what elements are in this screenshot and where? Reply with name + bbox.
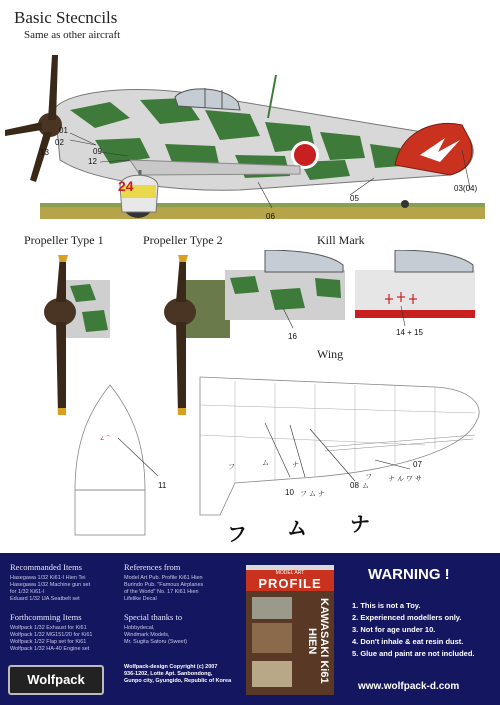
wing-stencil-1: フ <box>228 464 235 471</box>
propeller-type-2-label: Propeller Type 2 <box>143 233 223 247</box>
wing-stencil-2: ム <box>262 460 269 467</box>
drop-tank-outline <box>70 380 170 540</box>
warning-item: 1. This is not a Toy. <box>352 601 421 610</box>
callout-01: 01 <box>59 126 68 135</box>
kill-mark-panel-1 <box>225 250 345 330</box>
wing-stencil-08b: フ <box>365 474 372 481</box>
callout-09: 09 <box>93 147 102 156</box>
large-stencil-fu: フ <box>227 524 247 546</box>
thanks-list <box>124 625 187 646</box>
warning-item: 3. Not for age under 10. <box>352 625 436 634</box>
thanks-item: Hobbydecal, <box>124 625 155 631</box>
recommended-item: Hasegawa 1/32 Ki61-I Hien Tei <box>10 575 86 581</box>
forthcoming-item: Wolfpack 1/32 Exhaust for Ki61 <box>10 625 87 631</box>
propeller-blade-bottom <box>30 132 52 182</box>
thanks-title: Special thanks to <box>124 612 183 622</box>
wing-label: Wing <box>317 347 344 361</box>
callout-03-04: 03(04) <box>454 184 478 193</box>
aircraft-profile <box>0 40 500 225</box>
tail-number: 24 <box>118 178 134 194</box>
wing-callout-08: 08 <box>350 481 359 490</box>
callout-13: 13 <box>40 148 49 157</box>
page-title: Basic Stecncils <box>14 8 118 27</box>
wing-stencil-07-text: ナ ル ワ サ <box>388 476 422 483</box>
reference-item: of the World" No. 17 Ki61 Hien <box>124 589 199 595</box>
large-stencil-na: ナ <box>350 514 370 536</box>
callout-05: 05 <box>350 194 359 203</box>
forthcoming-title: Forthcomming Items <box>10 612 82 622</box>
warning-list <box>352 600 475 660</box>
kill-mark-panel-2 <box>355 250 475 330</box>
references-title: References from <box>124 562 181 572</box>
callout-06: 06 <box>266 212 275 221</box>
book-series-top: MODEL ART <box>246 570 334 576</box>
thanks-item: Windmark Models, <box>124 632 170 638</box>
thanks-item: Mr. Sugita Satoru (Sweet) <box>124 639 187 645</box>
credits-block <box>124 664 231 685</box>
reference-item: Lifelike Decal <box>124 596 157 602</box>
callout-02: 02 <box>55 138 64 147</box>
website-link[interactable]: www.wolfpack-d.com <box>358 681 460 692</box>
large-stencil-mu: ム <box>287 518 307 540</box>
credit-line: 936-1202, Lotte Apt. Sanbondong, <box>124 671 213 677</box>
kill-callout-16: 16 <box>288 332 297 341</box>
recommended-item: for 1/32 Ki61-I <box>10 589 45 595</box>
wing-stencil-3: ナ <box>292 462 299 469</box>
canopy <box>175 89 240 110</box>
svg-text:∠ ⌒: ∠ ⌒ <box>100 436 111 442</box>
book-profile-title: PROFILE <box>246 576 334 591</box>
recommended-title: Recommanded Items <box>10 562 82 572</box>
warning-title: WARNING ! <box>368 566 450 583</box>
wing-outline <box>195 365 495 535</box>
forthcoming-item: Wolfpack 1/32 HA-40 Engine set <box>10 646 90 652</box>
wing-callout-10: 10 <box>285 488 294 497</box>
reference-item: Model Art Pub. Profile Ki61 Hien <box>124 575 203 581</box>
grass-strip <box>40 205 485 219</box>
kill-mark-label: Kill Mark <box>317 233 365 247</box>
wolfpack-logo: Wolfpack <box>8 665 104 695</box>
propeller-type-1-label: Propeller Type 1 <box>24 233 104 247</box>
warning-item: 4. Don't inhale & eat resin dust. <box>352 637 464 646</box>
reference-item: Burindo Pub. "Famous Airplanes <box>124 582 204 588</box>
recommended-list <box>10 575 90 603</box>
reference-book-cover <box>246 565 334 695</box>
warning-item: 2. Experienced modellers only. <box>352 613 462 622</box>
credit-line: Wolfpack-design Copyright (c) 2007 <box>124 664 218 670</box>
callout-12: 12 <box>88 157 97 166</box>
forthcoming-item: Wolfpack 1/32 Flap set for Ki61 <box>10 639 87 645</box>
forthcoming-list <box>10 625 92 653</box>
recommended-item: Eduard 1/32 IJA Seatbelt set <box>10 596 80 602</box>
wing-callout-07: 07 <box>413 460 422 469</box>
forthcoming-item: Wolfpack 1/32 MG151/20 for Ki61 <box>10 632 93 638</box>
references-list <box>124 575 203 603</box>
page-subtitle: Same as other aircraft <box>24 29 121 41</box>
recommended-item: Hasegawa 1/32 Machine gun set <box>10 582 91 588</box>
kill-callout-14-15: 14 + 15 <box>396 328 423 337</box>
wing-stencil-08a: ム <box>362 483 369 490</box>
wing-callout-11: 11 <box>158 481 167 490</box>
wing-stencil-10-text: フ ム ナ <box>300 491 325 498</box>
warning-item: 5. Glue and paint are not included. <box>352 649 475 658</box>
book-aircraft-name: KAWASAKI Ki61 HIEN <box>306 598 330 684</box>
credit-line: Gunpo city, Gyungido, Republic of Korea <box>124 678 232 684</box>
